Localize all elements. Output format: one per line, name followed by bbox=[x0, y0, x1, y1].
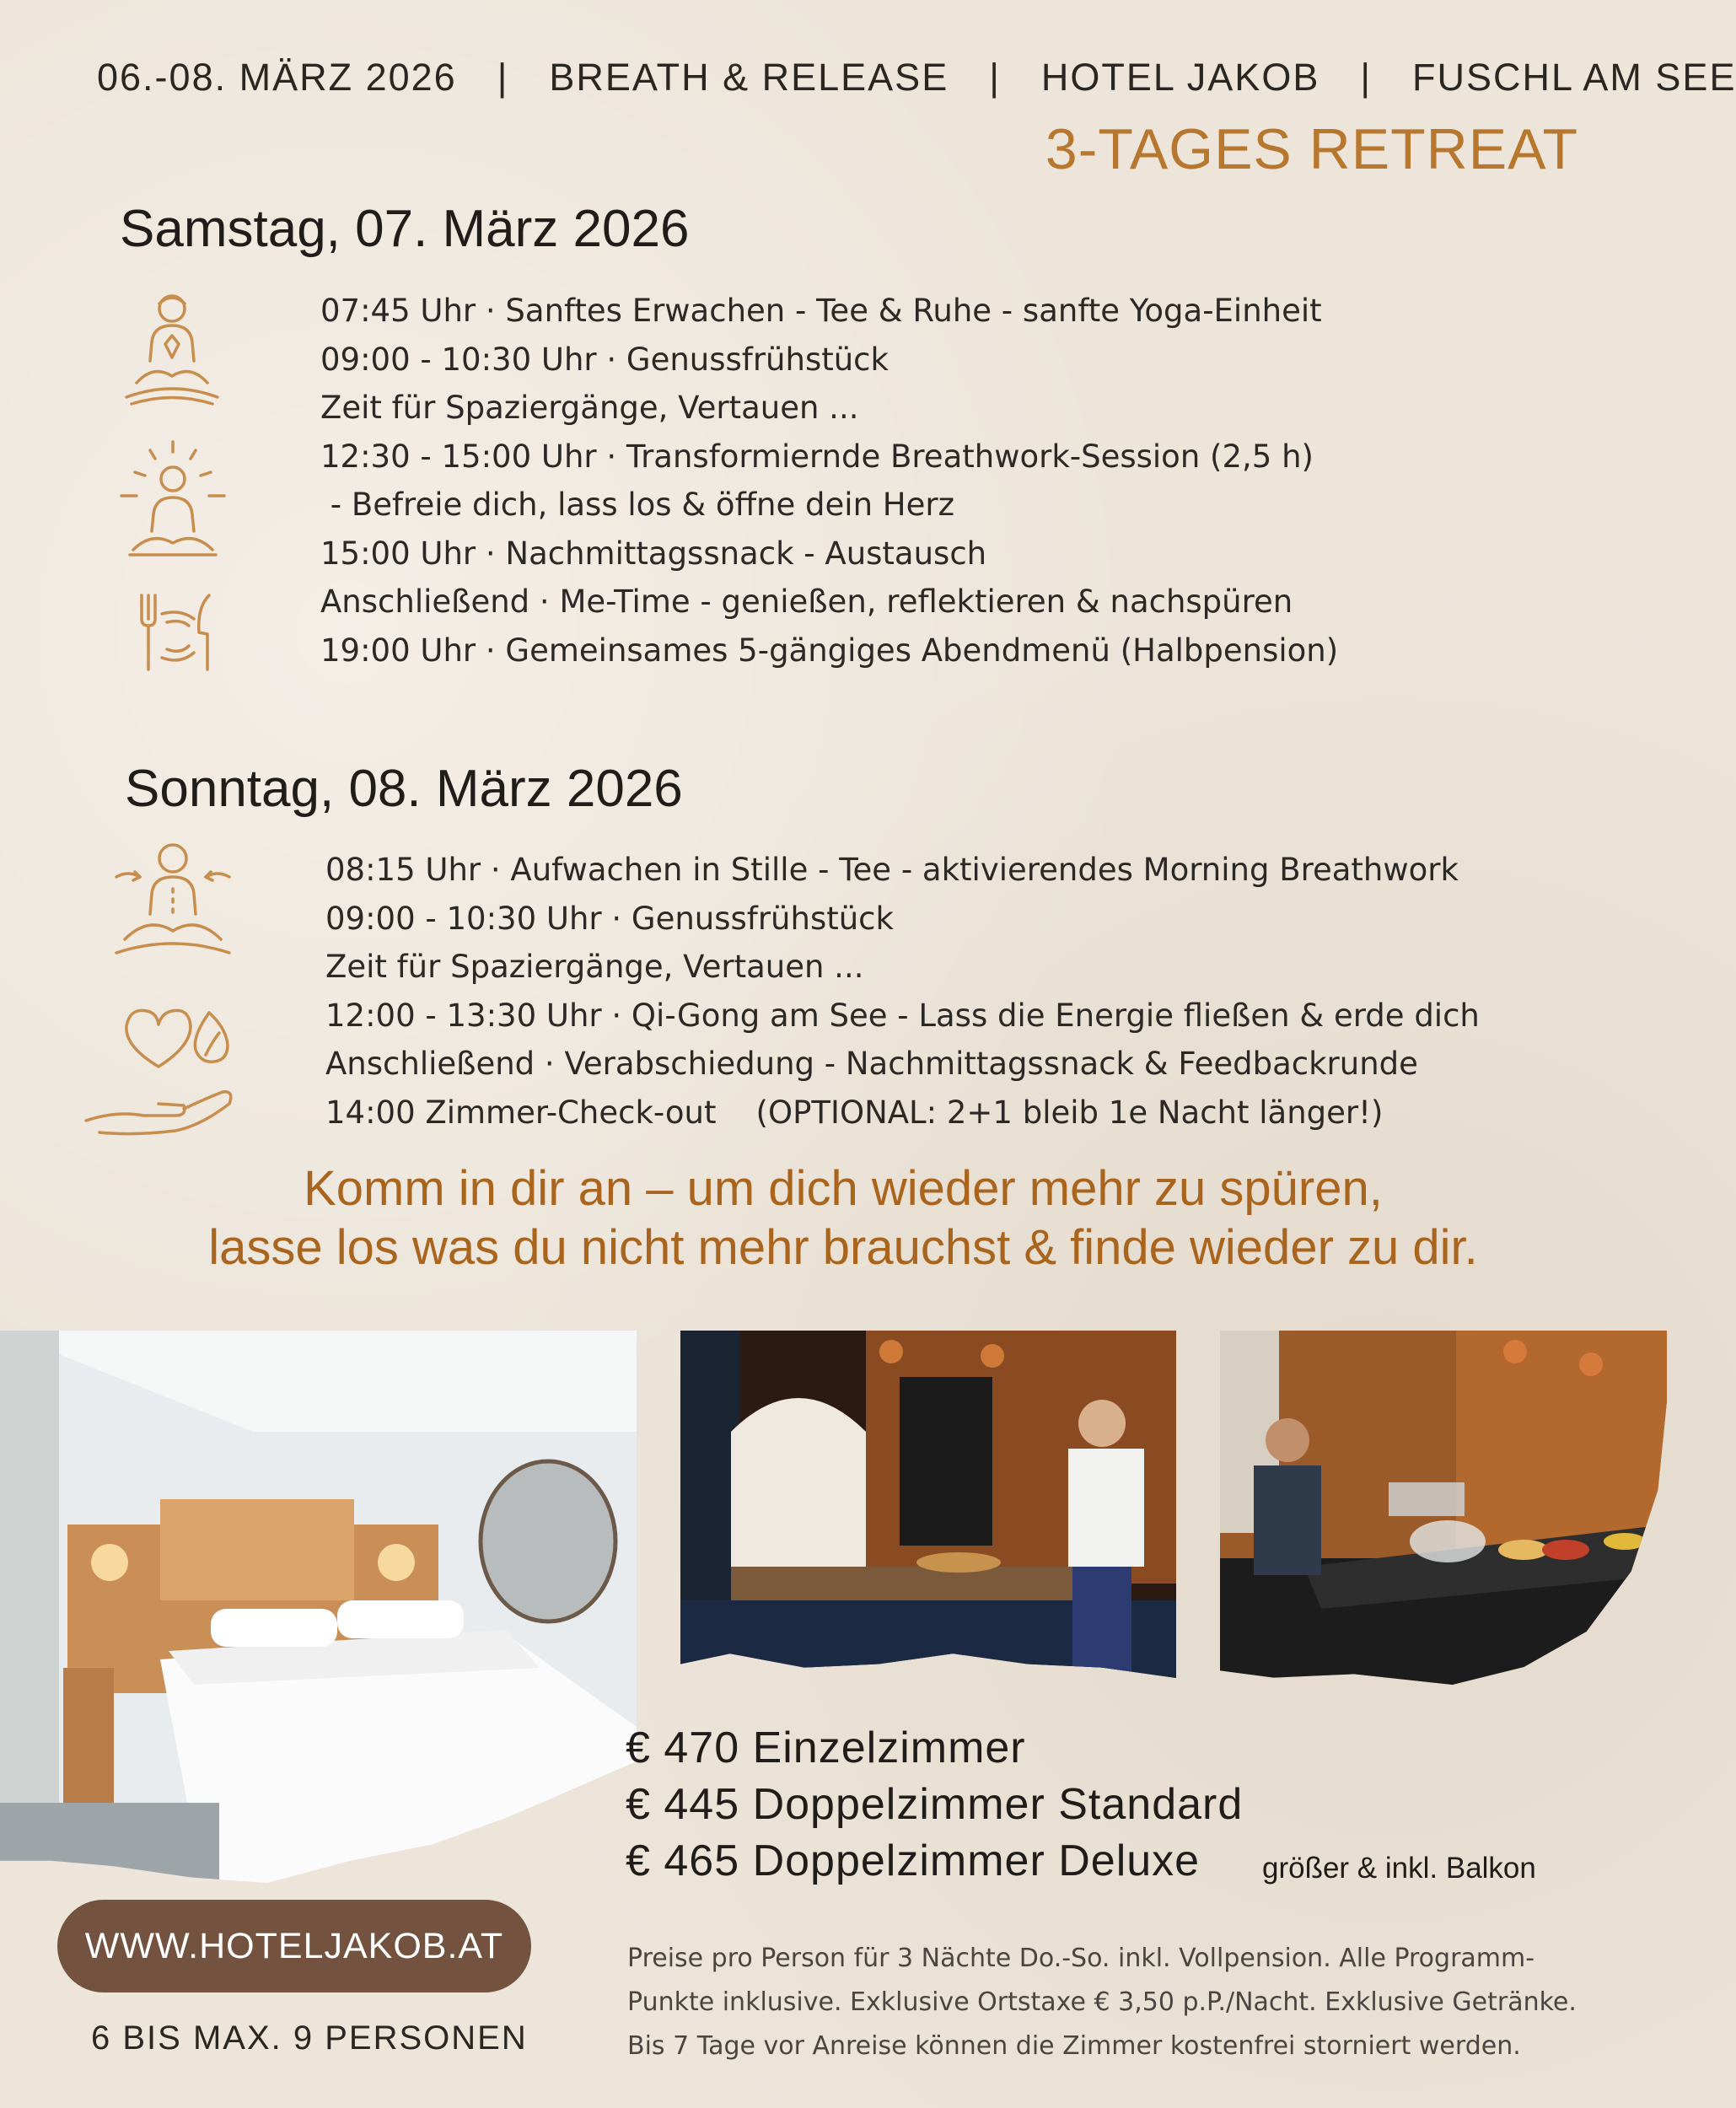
separator: | bbox=[1360, 56, 1373, 99]
schedule-item: 14:00 Zimmer-Check-out (OPTIONAL: 2+1 bleib 1e Nacht länger!) bbox=[325, 1094, 1384, 1131]
meditation-sun-icon bbox=[118, 438, 228, 561]
website-button[interactable]: WWW.HOTELJAKOB.AT bbox=[57, 1900, 531, 1992]
meditation-icon bbox=[120, 292, 225, 414]
tagline-line: lasse los was du nicht mehr brauchst & finde wieder zu dir. bbox=[208, 1220, 1478, 1275]
schedule-item: Anschließend · Me-Time - genießen, reflektieren & nachspüren bbox=[320, 583, 1293, 620]
schedule-item: 12:30 - 15:00 Uhr · Transformiernde Breathwork-Session (2,5 h) bbox=[320, 438, 1314, 475]
event-location: FUSCHL AM SEE bbox=[1412, 56, 1736, 99]
schedule-item: Zeit für Spaziergänge, Vertauen ... bbox=[320, 390, 859, 426]
separator: | bbox=[989, 56, 1001, 99]
schedule-item: Zeit für Spaziergänge, Vertauen ... bbox=[325, 949, 864, 985]
saturday-schedule bbox=[320, 287, 1338, 675]
schedule-item: - Befreie dich, lass los & öffne dein Herz bbox=[320, 487, 954, 523]
schedule-item: 19:00 Uhr · Gemeinsames 5-gängiges Abendmenü (Halbpension) bbox=[320, 632, 1339, 669]
breakfast-buffet-photo bbox=[680, 1331, 1176, 1678]
fineprint-line: Bis 7 Tage vor Anreise können die Zimmer kostenfrei storniert werden. bbox=[627, 2031, 1521, 2061]
schedule-item: 12:00 - 13:30 Uhr · Qi-Gong am See - Lass die Energie fließen & erde dich bbox=[325, 997, 1480, 1034]
breathing-meditation-icon bbox=[108, 840, 239, 962]
hotel-name: HOTEL JAKOB bbox=[1040, 56, 1320, 99]
tagline-line: Komm in dir an – um dich wieder mehr zu spüren, bbox=[304, 1161, 1383, 1216]
saturday-title: Samstag, 07. März 2026 bbox=[120, 200, 690, 258]
price-single: € 470 Einzelzimmer bbox=[626, 1724, 1026, 1772]
event-date: 06.-08. MÄRZ 2026 bbox=[97, 56, 457, 99]
hotel-room-photo bbox=[0, 1331, 637, 1883]
price-double-deluxe: € 465 Doppelzimmer Deluxe bbox=[626, 1836, 1201, 1885]
retreat-title: 3-TAGES RETREAT bbox=[1045, 117, 1578, 181]
price-double-standard: € 445 Doppelzimmer Standard bbox=[626, 1780, 1244, 1829]
schedule-item: 09:00 - 10:30 Uhr · Genussfrühstück bbox=[320, 341, 889, 378]
fineprint-line: Preise pro Person für 3 Nächte Do.-So. inkl. Vollpension. Alle Programm- bbox=[627, 1944, 1535, 1973]
schedule-item: 07:45 Uhr · Sanftes Erwachen - Tee & Ruhe - sanfte Yoga-Einheit bbox=[320, 293, 1322, 329]
schedule-item: Anschließend · Verabschiedung - Nachmittagssnack & Feedbackrunde bbox=[325, 1046, 1418, 1082]
tagline bbox=[0, 1159, 1686, 1277]
schedule-item: 09:00 - 10:30 Uhr · Genussfrühstück bbox=[325, 900, 894, 937]
schedule-item: 08:15 Uhr · Aufwachen in Stille - Tee - aktivierendes Morning Breathwork bbox=[325, 852, 1459, 888]
separator: | bbox=[497, 56, 509, 99]
schedule-item: 15:00 Uhr · Nachmittagssnack - Austausch bbox=[320, 535, 987, 572]
fineprint bbox=[627, 1937, 1577, 2068]
heart-hand-leaf-icon bbox=[83, 999, 268, 1138]
sunday-title: Sonntag, 08. März 2026 bbox=[125, 760, 683, 818]
plate-cutlery-icon bbox=[137, 590, 217, 675]
sunday-schedule bbox=[325, 846, 1480, 1137]
deluxe-note: größer & inkl. Balkon bbox=[1262, 1852, 1536, 1885]
group-size: 6 BIS MAX. 9 PERSONEN bbox=[91, 2019, 528, 2057]
fineprint-line: Punkte inklusive. Exklusive Ortstaxe € 3,50 p.P./Nacht. Exklusive Getränke. bbox=[627, 1987, 1577, 2017]
dinner-buffet-photo bbox=[1220, 1331, 1667, 1685]
event-theme: BREATH & RELEASE bbox=[549, 56, 949, 99]
header-line bbox=[97, 52, 1736, 103]
price-list bbox=[626, 1720, 1243, 1890]
